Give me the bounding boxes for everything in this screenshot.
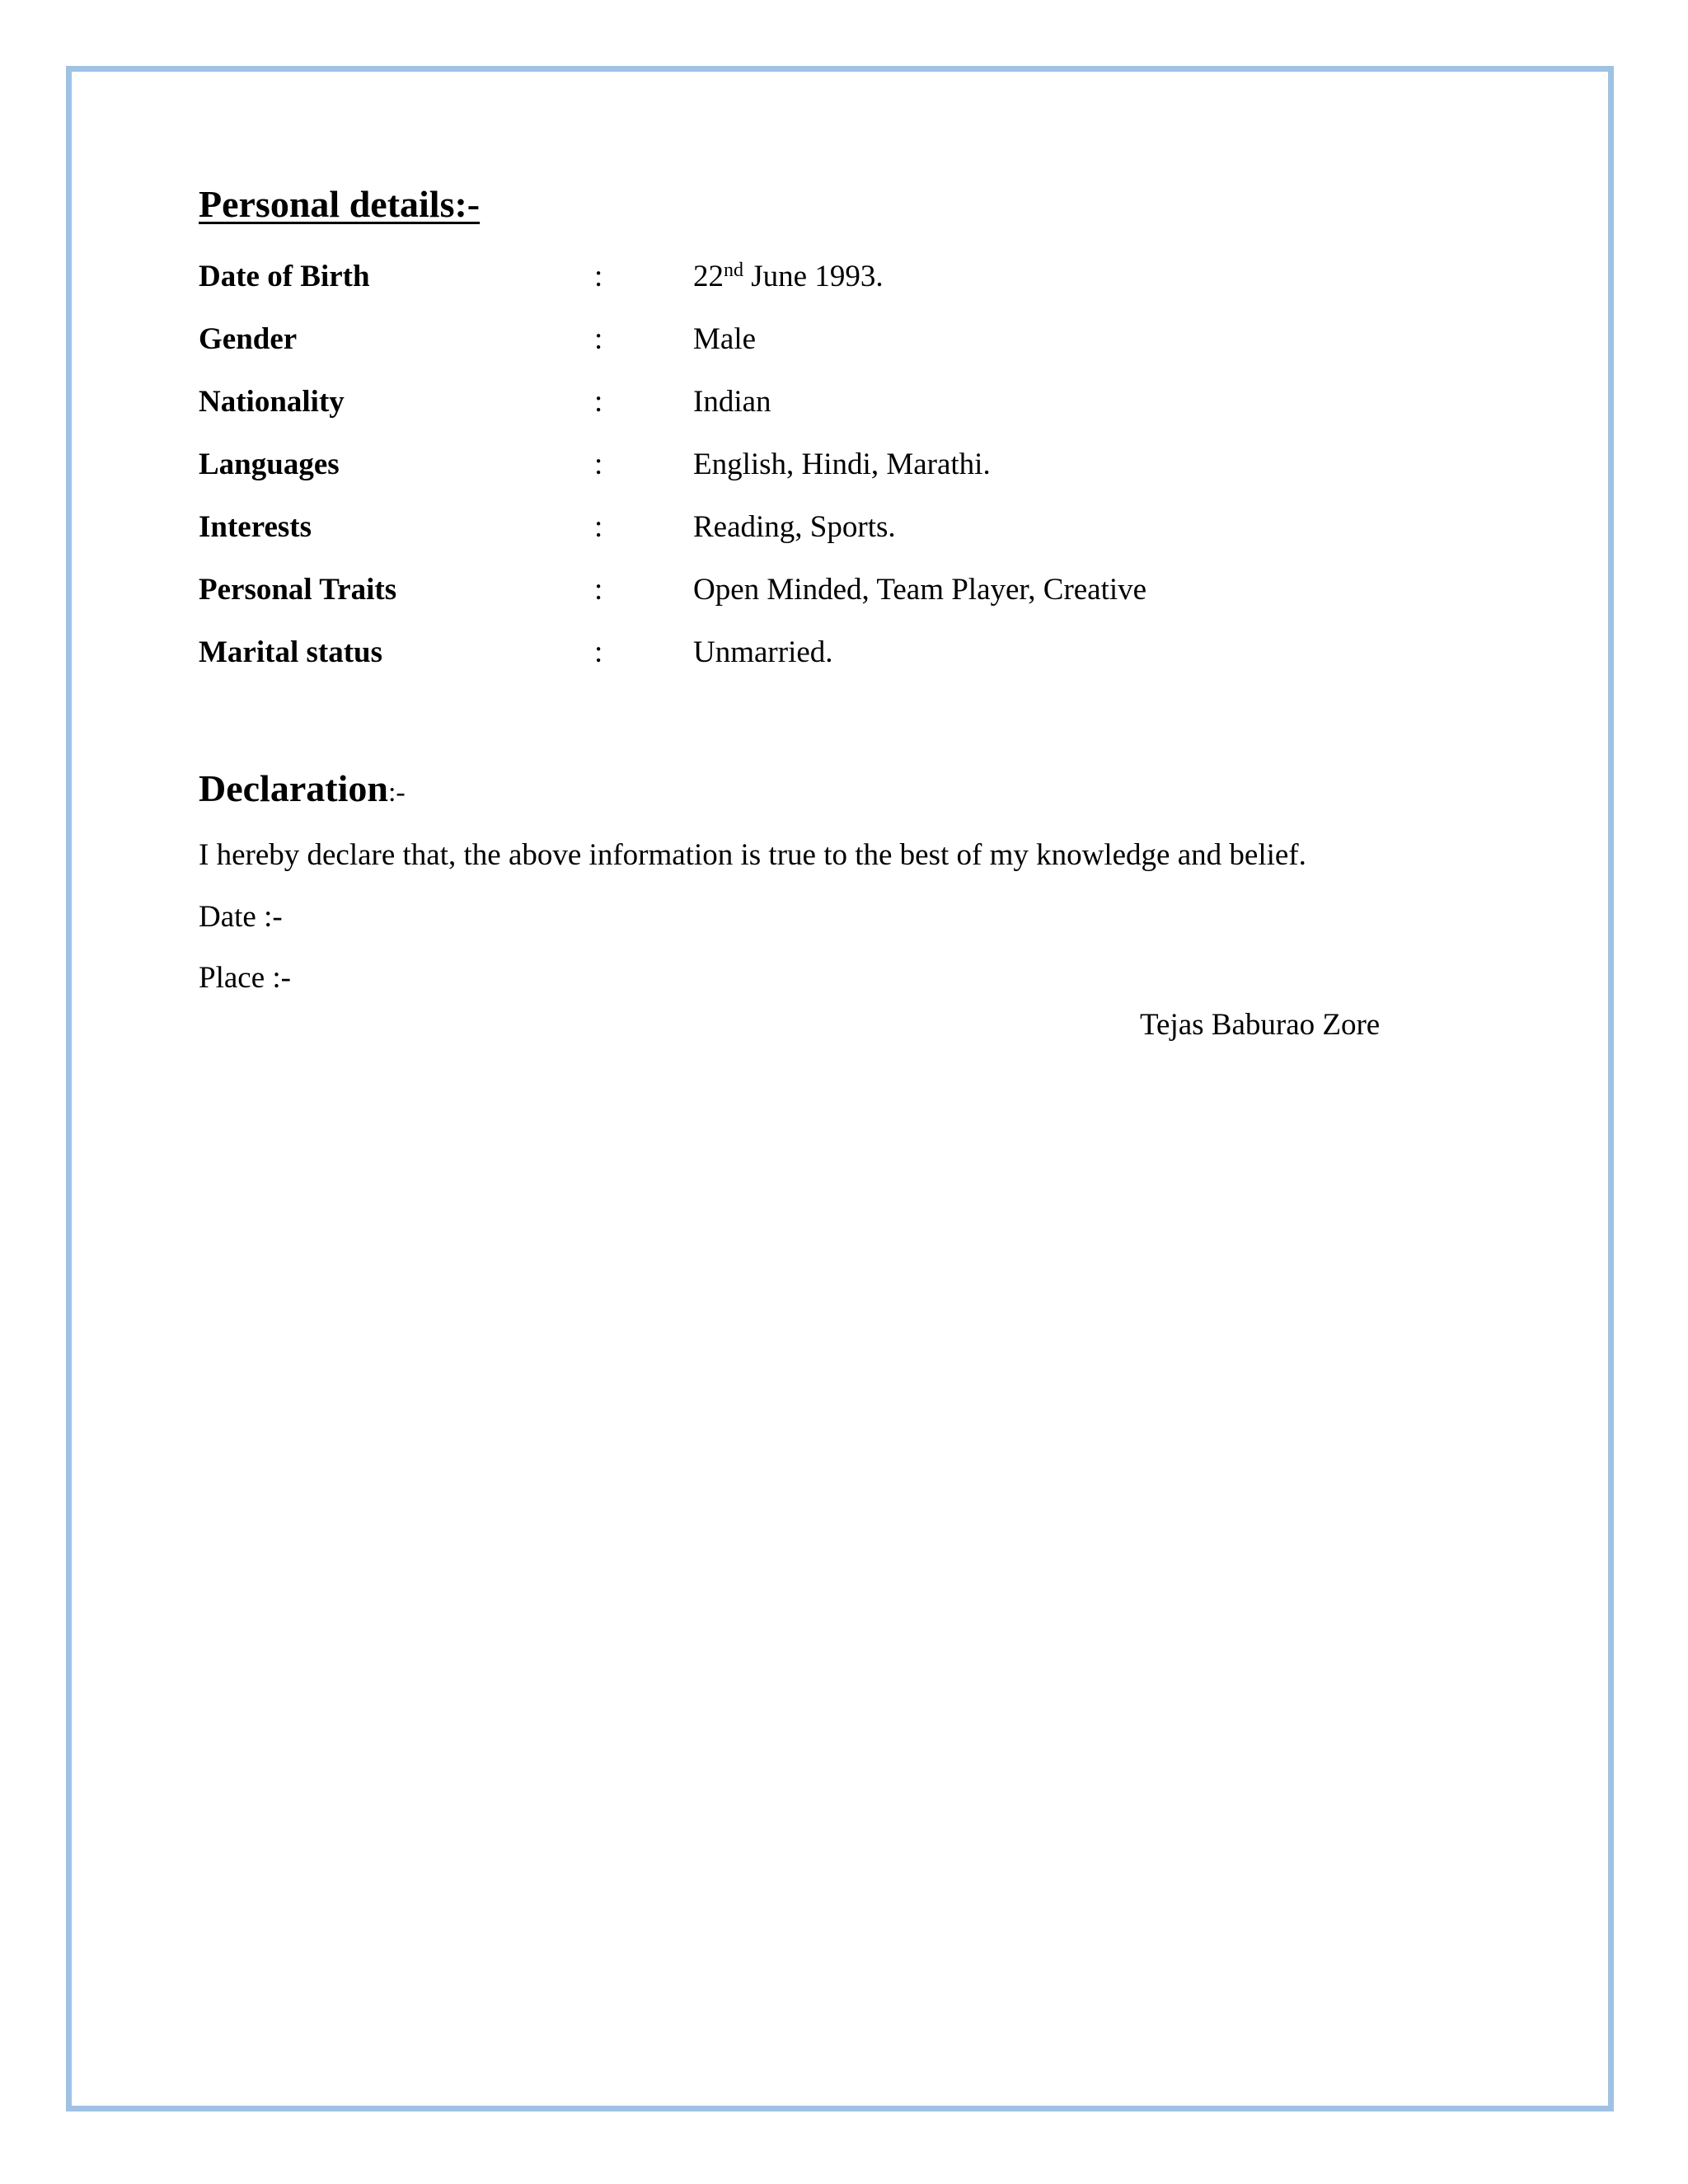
detail-separator: :: [594, 572, 603, 607]
detail-separator: :: [594, 321, 603, 356]
detail-label: Personal Traits: [199, 572, 397, 607]
detail-row-gender: [199, 307, 1435, 370]
dob-rest: June 1993.: [743, 259, 884, 293]
detail-separator: :: [594, 384, 603, 419]
declaration-heading: [199, 766, 1435, 811]
personal-details-list: [199, 245, 1435, 683]
detail-label: Marital status: [199, 635, 382, 669]
detail-row-nationality: [199, 370, 1435, 433]
detail-row-marital-status: [199, 621, 1435, 683]
declaration-title-suffix: :-: [387, 777, 406, 808]
detail-separator: :: [594, 259, 603, 293]
declaration-date: Date :-: [199, 899, 283, 934]
detail-value: English, Hindi, Marathi.: [693, 447, 991, 481]
declaration-title: Declaration: [199, 767, 388, 810]
detail-value: Reading, Sports.: [693, 509, 896, 544]
dob-suffix: nd: [724, 259, 743, 281]
detail-label: Languages: [199, 447, 340, 481]
detail-value: Indian: [693, 384, 771, 419]
dob-day: 22: [693, 259, 724, 293]
detail-row-languages: [199, 433, 1435, 495]
detail-label: Gender: [199, 321, 298, 356]
personal-details-heading: Personal details:-: [199, 183, 481, 225]
detail-separator: :: [594, 509, 603, 544]
detail-value: Unmarried.: [693, 635, 833, 669]
detail-value-dob: [693, 259, 1435, 294]
declaration-place: Place :-: [199, 961, 291, 996]
declaration-section: [199, 766, 1435, 996]
detail-label: Date of Birth: [199, 259, 370, 293]
detail-separator: :: [594, 635, 603, 669]
detail-label: Nationality: [199, 384, 345, 419]
detail-value: Open Minded, Team Player, Creative: [693, 572, 1147, 607]
detail-row-dob: [199, 245, 1435, 307]
declaration-text: I hereby declare that, the above information is true to the best of my knowledge and belief.: [199, 838, 1306, 873]
detail-row-traits: [199, 558, 1435, 621]
detail-separator: :: [594, 447, 603, 481]
detail-value: Male: [693, 321, 757, 356]
resume-content: [199, 181, 1435, 997]
signature-name: Tejas Baburao Zore: [1140, 1008, 1381, 1042]
detail-row-interests: [199, 495, 1435, 558]
detail-label: Interests: [199, 509, 312, 544]
